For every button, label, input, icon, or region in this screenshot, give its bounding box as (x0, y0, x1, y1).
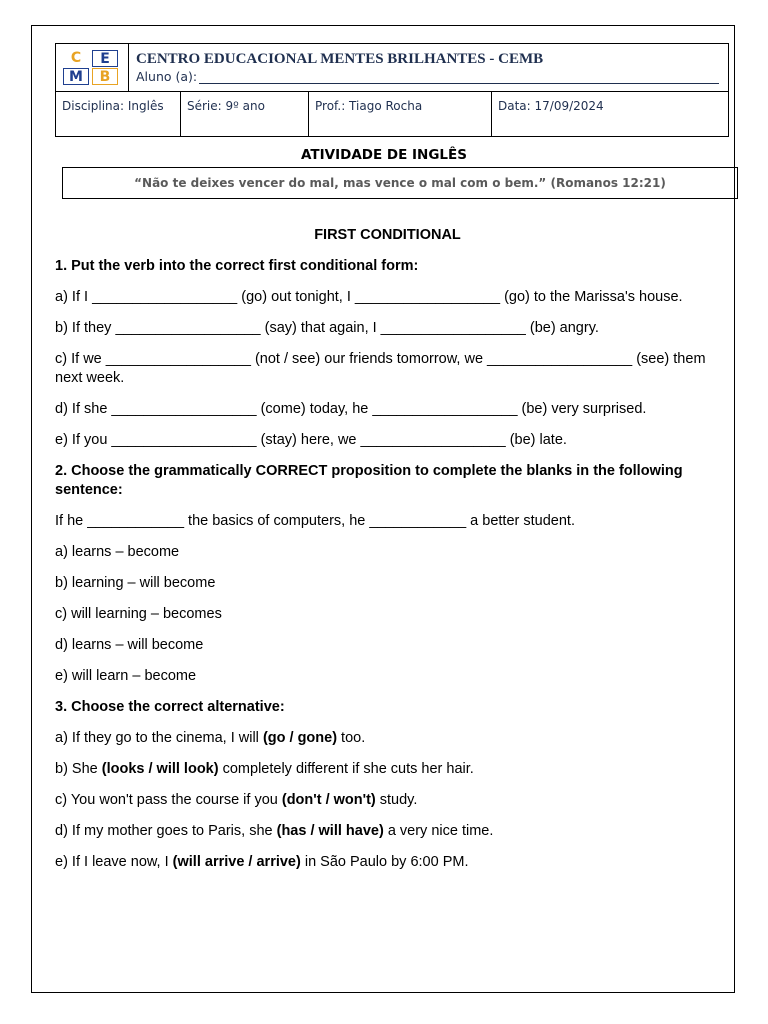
question-1-item-e: e) If you __________________ (stay) here, we __________________ (be) late. (55, 432, 567, 448)
grade-cell: Série: 9º ano (181, 92, 309, 136)
question-1-text: Put the verb into the correct first conditional form: (71, 258, 419, 274)
activity-title: ATIVIDADE DE INGLÊS (301, 147, 467, 163)
worksheet-content (55, 226, 720, 884)
student-name-blank[interactable] (199, 70, 719, 84)
school-logo (56, 44, 129, 91)
item-text: b) She (55, 761, 102, 777)
question-2-option-c: c) will learning – becomes (55, 606, 222, 622)
question-2-sentence: If he ____________ the basics of computers, he ____________ a better student. (55, 513, 575, 529)
question-2-option-a: a) learns – become (55, 544, 180, 560)
logo-letter-b: B (92, 68, 118, 85)
header-bottom-row (56, 92, 728, 136)
question-1-heading (55, 257, 720, 276)
question-1-item-d: d) If she __________________ (come) today, he __________________ (be) very surprised. (55, 401, 647, 417)
logo-letter-m: M (63, 68, 89, 85)
student-name-line (136, 69, 719, 84)
choice-options: (has / will have) (276, 823, 384, 839)
question-3-item-e (55, 853, 720, 872)
teacher-cell: Prof.: Tiago Rocha (309, 92, 492, 136)
question-2-option-d: d) learns – will become (55, 637, 204, 653)
choice-options: (will arrive / arrive) (172, 854, 301, 870)
item-text: in São Paulo by 6:00 PM. (300, 854, 469, 870)
item-text: completely different if she cuts her hair. (218, 761, 474, 777)
header-top-row (56, 44, 728, 92)
bible-quote: “Não te deixes vencer do mal, mas vence o mal com o bem.” (Romanos 12:21) (62, 167, 738, 199)
item-text: a very nice time. (383, 823, 494, 839)
item-text: c) You won't pass the course if you (55, 792, 282, 808)
item-text: study. (375, 792, 418, 808)
question-1-item-c: c) If we __________________ (not / see) our friends tomorrow, we __________________ (see) them next week. (55, 351, 706, 386)
logo-letter-c: C (70, 50, 82, 66)
section-title: FIRST CONDITIONAL (314, 227, 461, 243)
choice-options: (looks / will look) (101, 761, 219, 777)
item-text: d) If my mother goes to Paris, she (55, 823, 277, 839)
question-1-item-a: a) If I __________________ (go) out tonight, I __________________ (go) to the Marissa's house. (55, 289, 683, 305)
question-1-number: 1. (55, 258, 68, 274)
question-1-item-b: b) If they __________________ (say) that again, I __________________ (be) angry. (55, 320, 599, 336)
choice-options: (go / gone) (262, 730, 338, 746)
question-2-option-e: e) will learn – become (55, 668, 197, 684)
question-3-item-c (55, 791, 720, 810)
choice-options: (don't / won't) (281, 792, 376, 808)
logo-letter-e: E (92, 50, 118, 67)
question-3-heading: 3. Choose the correct alternative: (55, 699, 285, 715)
discipline-cell: Disciplina: Inglês (56, 92, 181, 136)
question-3-item-a (55, 729, 720, 748)
question-2-option-b: b) learning – will become (55, 575, 216, 591)
question-3-item-b (55, 760, 720, 779)
school-name: CENTRO EDUCACIONAL MENTES BRILHANTES - CEMB (136, 51, 544, 67)
question-2-heading: 2. Choose the grammatically CORRECT proposition to complete the blanks in the following sentence: (55, 463, 683, 498)
question-3-item-d (55, 822, 720, 841)
student-label: Aluno (a): (136, 69, 198, 84)
item-text: a) If they go to the cinema, I will (55, 730, 263, 746)
header-table (55, 43, 729, 137)
date-cell: Data: 17/09/2024 (498, 99, 604, 113)
item-text: too. (337, 730, 366, 746)
item-text: e) If I leave now, I (55, 854, 173, 870)
